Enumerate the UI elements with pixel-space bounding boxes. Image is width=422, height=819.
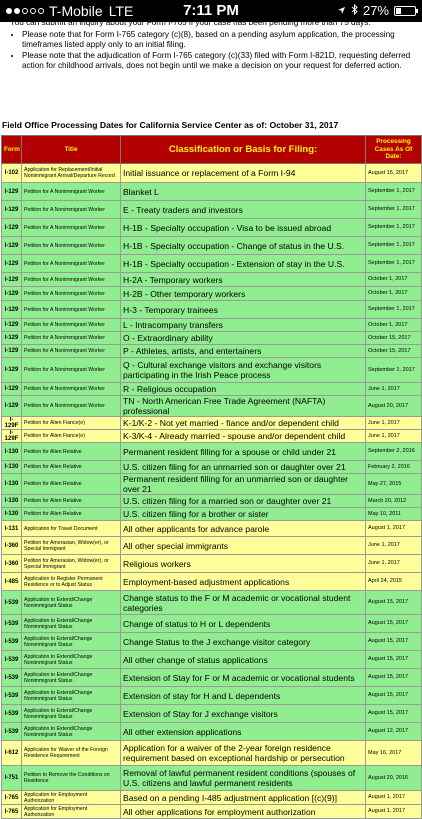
intro-notes <box>0 18 422 72</box>
status-bar-left <box>6 3 133 19</box>
form-cell: I-130 <box>2 508 22 521</box>
title-cell: Petition for A Nonimmigrant Worker <box>22 201 121 219</box>
title-cell: Application for Travel Document <box>22 521 121 537</box>
classification-cell: H-2A - Temporary workers <box>121 273 366 287</box>
title-cell: Petition for Alien Relative <box>22 508 121 521</box>
form-cell: I-129 <box>2 396 22 417</box>
form-cell: I-129 <box>2 255 22 273</box>
date-cell: June 1, 2017 <box>366 537 422 555</box>
signal-dot <box>6 8 12 14</box>
form-cell: I-765 <box>2 791 22 805</box>
date-cell: October 1, 2017 <box>366 273 422 287</box>
table-row <box>2 430 422 443</box>
title-cell: Petition for Alien Fiance(e) <box>22 417 121 430</box>
table-row <box>2 461 422 474</box>
classification-cell: All other special immigrants <box>121 537 366 555</box>
date-cell: September 1, 2017 <box>366 219 422 237</box>
form-cell: I-129 <box>2 319 22 332</box>
date-cell: August 15, 2017 <box>366 633 422 651</box>
title-cell: Petition for A Nonimmigrant Worker <box>22 332 121 345</box>
date-cell: August 15, 2017 <box>366 687 422 705</box>
header-form: Form <box>2 136 22 164</box>
title-cell: Petition for A Nonimmigrant Worker <box>22 383 121 396</box>
form-cell: I-129 <box>2 287 22 301</box>
form-cell: I-485 <box>2 573 22 591</box>
table-row <box>2 495 422 508</box>
classification-cell: Q - Cultural exchange visitors and exchange visitors participating in the Irish Peace process <box>121 358 366 383</box>
table-row <box>2 591 422 615</box>
title-cell: Application to Extend/Change Nonimmigrant Status <box>22 615 121 633</box>
form-cell: I-129 <box>2 219 22 237</box>
header-title: Title <box>22 136 121 164</box>
date-cell: June 1, 2017 <box>366 430 422 443</box>
date-cell: August 15, 2017 <box>366 615 422 633</box>
title-cell: Petition for Amerasian, Widow(er), or Special Immigrant <box>22 555 121 573</box>
classification-cell: All other applications for employment authorization <box>121 805 366 819</box>
title-cell: Petition for A Nonimmigrant Worker <box>22 319 121 332</box>
title-cell: Application for Replacement/Initial Nonimmigrant Arrival/Departure Record <box>22 164 121 183</box>
title-cell: Petition for A Nonimmigrant Worker <box>22 219 121 237</box>
date-cell: August 1, 2017 <box>366 521 422 537</box>
title-cell: Petition for Alien Fiance(e) <box>22 430 121 443</box>
date-cell: April 24, 2015 <box>366 573 422 591</box>
classification-cell: H-1B - Specialty occupation - Extension of stay in the U.S. <box>121 255 366 273</box>
table-row <box>2 615 422 633</box>
date-cell: October 1, 2017 <box>366 319 422 332</box>
table-row <box>2 474 422 495</box>
classification-cell: R - Religious occupation <box>121 383 366 396</box>
form-cell: I-751 <box>2 766 22 791</box>
form-cell: I-360 <box>2 537 22 555</box>
classification-cell: H-1B - Specialty occupation - Change of status in the U.S. <box>121 237 366 255</box>
header-classification: Classification or Basis for Filing: <box>121 136 366 164</box>
table-row <box>2 508 422 521</box>
classification-cell: Removal of lawful permanent resident conditions (spouses of U.S. citizens and lawful permanent residents <box>121 766 366 791</box>
table-body <box>2 164 422 819</box>
classification-cell: Extension of Stay for J exchange visitors <box>121 705 366 723</box>
classification-cell: Religious workers <box>121 555 366 573</box>
network-type: LTE <box>108 3 134 19</box>
title-cell: Petition for A Nonimmigrant Worker <box>22 183 121 201</box>
table-row <box>2 791 422 805</box>
date-cell: August 15, 2017 <box>366 669 422 687</box>
form-cell: I-765 <box>2 805 22 819</box>
table-row <box>2 273 422 287</box>
classification-cell: Initial issuance or replacement of a Form I-94 <box>121 164 366 183</box>
date-cell: September 2, 2016 <box>366 443 422 461</box>
classification-cell: K-3/K-4 - Already married - spouse and/or dependent child <box>121 430 366 443</box>
form-cell: I-130 <box>2 495 22 508</box>
date-cell: October 1, 2017 <box>366 287 422 301</box>
date-cell: June 1, 2017 <box>366 383 422 396</box>
table-row <box>2 332 422 345</box>
form-cell: I-130 <box>2 461 22 474</box>
form-cell: I-539 <box>2 615 22 633</box>
form-cell: I-129 <box>2 332 22 345</box>
signal-dot <box>38 8 44 14</box>
table-row <box>2 396 422 417</box>
title-cell: Petition for A Nonimmigrant Worker <box>22 345 121 358</box>
classification-cell: Extension of Stay for F or M academic or vocational students <box>121 669 366 687</box>
form-cell: I-539 <box>2 669 22 687</box>
table-row <box>2 319 422 332</box>
table-row <box>2 741 422 766</box>
table-row <box>2 805 422 819</box>
form-cell: I-539 <box>2 633 22 651</box>
title-cell: Application for Waiver of the Foreign Residence Requirement <box>22 741 121 766</box>
title-cell: Petition for A Nonimmigrant Worker <box>22 273 121 287</box>
table-row <box>2 651 422 669</box>
date-cell: May 27, 2015 <box>366 474 422 495</box>
date-cell: March 20, 2012 <box>366 495 422 508</box>
title-cell: Application to Extend/Change Nonimmigrant Status <box>22 723 121 741</box>
date-cell: August 15, 2017 <box>366 705 422 723</box>
form-cell: I-539 <box>2 687 22 705</box>
title-cell: Petition for A Nonimmigrant Worker <box>22 255 121 273</box>
form-cell: I-612 <box>2 741 22 766</box>
date-cell: October 15, 2017 <box>366 345 422 358</box>
form-cell: I-539 <box>2 723 22 741</box>
table-row <box>2 358 422 383</box>
form-cell: I-129 <box>2 183 22 201</box>
classification-cell: K-1/K-2 - Not yet married - fiance and/or dependent child <box>121 417 366 430</box>
title-cell: Petition for A Nonimmigrant Worker <box>22 287 121 301</box>
header-dates: Processing Cases As Of Date: <box>366 136 422 164</box>
table-row <box>2 287 422 301</box>
classification-cell: Permanent resident filling for an unmarried son or daughter over 21 <box>121 474 366 495</box>
form-cell: I-129 <box>2 383 22 396</box>
status-bar-right <box>337 3 416 18</box>
classification-cell: Change Status to the J exchange visitor category <box>121 633 366 651</box>
form-cell: I-129 <box>2 301 22 319</box>
intro-bullet: • Please note that the adjudication of Form I-765 category (c)(33) filed with Form I-821D, requesting deferred action for childhood arrivals, does not begin until we make a decision on your request for deferred action. <box>22 51 422 71</box>
form-cell: I-360 <box>2 555 22 573</box>
table-row <box>2 164 422 183</box>
form-cell: I-539 <box>2 591 22 615</box>
table-row <box>2 633 422 651</box>
table-row <box>2 201 422 219</box>
signal-dots-icon <box>6 8 44 14</box>
date-cell: August 12, 2017 <box>366 723 422 741</box>
table-header-row <box>2 136 422 164</box>
date-cell: June 1, 2017 <box>366 555 422 573</box>
title-cell: Application for Employment Authorization <box>22 791 121 805</box>
title-cell: Petition for Alien Relative <box>22 461 121 474</box>
table-row <box>2 345 422 358</box>
form-cell: I-129 <box>2 345 22 358</box>
classification-cell: Permanent resident filling for a spouse or child under 21 <box>121 443 366 461</box>
date-cell: September 1, 2017 <box>366 255 422 273</box>
table-row <box>2 555 422 573</box>
title-cell: Application to Extend/Change Nonimmigrant Status <box>22 633 121 651</box>
title-cell: Petition for A Nonimmigrant Worker <box>22 301 121 319</box>
date-cell: August 20, 2016 <box>366 766 422 791</box>
battery-percent: 27% <box>362 3 389 18</box>
table-row <box>2 383 422 396</box>
classification-cell: P - Athletes, artists, and entertainers <box>121 345 366 358</box>
classification-cell: Based on a pending I-485 adjustment application [(c)(9)] <box>121 791 366 805</box>
date-cell: September 1, 2017 <box>366 358 422 383</box>
date-cell: August 1, 2017 <box>366 791 422 805</box>
date-cell: February 2, 2016 <box>366 461 422 474</box>
signal-dot <box>14 8 20 14</box>
section-title: Field Office Processing Dates for California Service Center as of: October 31, 2017 <box>2 120 339 130</box>
classification-cell: U.S. citizen filing for a brother or sister <box>121 508 366 521</box>
classification-cell: All other change of status applications <box>121 651 366 669</box>
title-cell: Application to Extend/Change Nonimmigrant Status <box>22 669 121 687</box>
form-cell: I-131 <box>2 521 22 537</box>
title-cell: Application for Employment Authorization <box>22 805 121 819</box>
classification-cell: L - Intracompany transfers <box>121 319 366 332</box>
table-row <box>2 537 422 555</box>
date-cell: August 20, 2017 <box>366 396 422 417</box>
classification-cell: H-2B - Other temporary workers <box>121 287 366 301</box>
location-arrow-icon <box>337 3 346 18</box>
classification-cell: Change of status to H or L dependents <box>121 615 366 633</box>
title-cell: Application to Extend/Change Nonimmigrant Status <box>22 705 121 723</box>
classification-cell: Change status to the F or M academic or vocational student categories <box>121 591 366 615</box>
classification-cell: U.S. citizen filing for an unmarried son or daughter over 21 <box>121 461 366 474</box>
signal-dot <box>22 8 28 14</box>
table-row <box>2 219 422 237</box>
classification-cell: H-3 - Temporary trainees <box>121 301 366 319</box>
title-cell: Petition to Remove the Conditions on Residence <box>22 766 121 791</box>
intro-bullet: • Please note that for Form I-765 category (c)(8), based on a pending asylum application, the processing timeframes listed apply only to an initial filing. <box>22 30 422 50</box>
table-row <box>2 443 422 461</box>
form-cell: I-129 <box>2 237 22 255</box>
bluetooth-icon <box>351 3 358 18</box>
date-cell: August 1, 2017 <box>366 805 422 819</box>
classification-cell: All other applicants for advance parole <box>121 521 366 537</box>
table-row <box>2 237 422 255</box>
classification-cell: Employment-based adjustment applications <box>121 573 366 591</box>
title-cell: Application to Extend/Change Nonimmigrant Status <box>22 687 121 705</box>
table-row <box>2 723 422 741</box>
form-cell: I-130 <box>2 443 22 461</box>
title-cell: Application to Extend/Change Nonimmigrant Status <box>22 591 121 615</box>
carrier-name: T-Mobile <box>49 3 103 19</box>
classification-cell: U.S. citizen filing for a married son or daughter over 21 <box>121 495 366 508</box>
title-cell: Petition for A Nonimmigrant Worker <box>22 358 121 383</box>
classification-cell: Application for a waiver of the 2-year foreign residence requirement based on exceptional hardship or persecution <box>121 741 366 766</box>
table-row <box>2 669 422 687</box>
table-row <box>2 255 422 273</box>
date-cell: August 15, 2017 <box>366 651 422 669</box>
classification-cell: All other extension applications <box>121 723 366 741</box>
date-cell: September 1, 2017 <box>366 301 422 319</box>
title-cell: Petition for Alien Relative <box>22 495 121 508</box>
table-row <box>2 417 422 430</box>
table-row <box>2 183 422 201</box>
date-cell: September 1, 2017 <box>366 237 422 255</box>
table-row <box>2 521 422 537</box>
table-row <box>2 766 422 791</box>
classification-cell: Blanket L <box>121 183 366 201</box>
form-cell: I-129F <box>2 417 22 430</box>
date-cell: May 10, 2011 <box>366 508 422 521</box>
table-row <box>2 301 422 319</box>
battery-icon <box>394 6 416 16</box>
classification-cell: TN - North American Free Trade Agreement (NAFTA) professional <box>121 396 366 417</box>
form-cell: I-129F <box>2 430 22 443</box>
date-cell: September 1, 2017 <box>366 201 422 219</box>
title-cell: Petition for Amerasian, Widow(er), or Special Immigrant <box>22 537 121 555</box>
form-cell: I-129 <box>2 273 22 287</box>
intro-bullets <box>0 30 422 71</box>
date-cell: May 16, 2017 <box>366 741 422 766</box>
title-cell: Petition for A Nonimmigrant Worker <box>22 396 121 417</box>
date-cell: August 15, 2017 <box>366 164 422 183</box>
title-cell: Application to Register Permanent Residence or to Adjust Status <box>22 573 121 591</box>
title-cell: Petition for Alien Relative <box>22 474 121 495</box>
form-cell: I-102 <box>2 164 22 183</box>
form-cell: I-129 <box>2 358 22 383</box>
date-cell: September 1, 2017 <box>366 183 422 201</box>
form-cell: I-539 <box>2 651 22 669</box>
title-cell: Petition for A Nonimmigrant Worker <box>22 237 121 255</box>
form-cell: I-129 <box>2 201 22 219</box>
form-cell: I-539 <box>2 705 22 723</box>
date-cell: August 15, 2017 <box>366 591 422 615</box>
table-row <box>2 705 422 723</box>
classification-cell: O - Extraordinary ability <box>121 332 366 345</box>
title-cell: Application to Extend/Change Nonimmigrant Status <box>22 651 121 669</box>
date-cell: June 1, 2017 <box>366 417 422 430</box>
date-cell: October 15, 2017 <box>366 332 422 345</box>
intro-top-line: You can submit an inquiry about your Form I-765 if your case has been pending more than 75 days. <box>10 18 371 27</box>
status-time: 7:11 PM <box>183 2 239 19</box>
table-row <box>2 687 422 705</box>
classification-cell: Extension of stay for H and L dependents <box>121 687 366 705</box>
classification-cell: E - Treaty traders and investors <box>121 201 366 219</box>
classification-cell: H-1B - Specialty occupation - Visa to be issued abroad <box>121 219 366 237</box>
table-row <box>2 573 422 591</box>
signal-dot <box>30 8 36 14</box>
form-cell: I-130 <box>2 474 22 495</box>
title-cell: Petition for Alien Relative <box>22 443 121 461</box>
processing-table <box>1 135 422 819</box>
